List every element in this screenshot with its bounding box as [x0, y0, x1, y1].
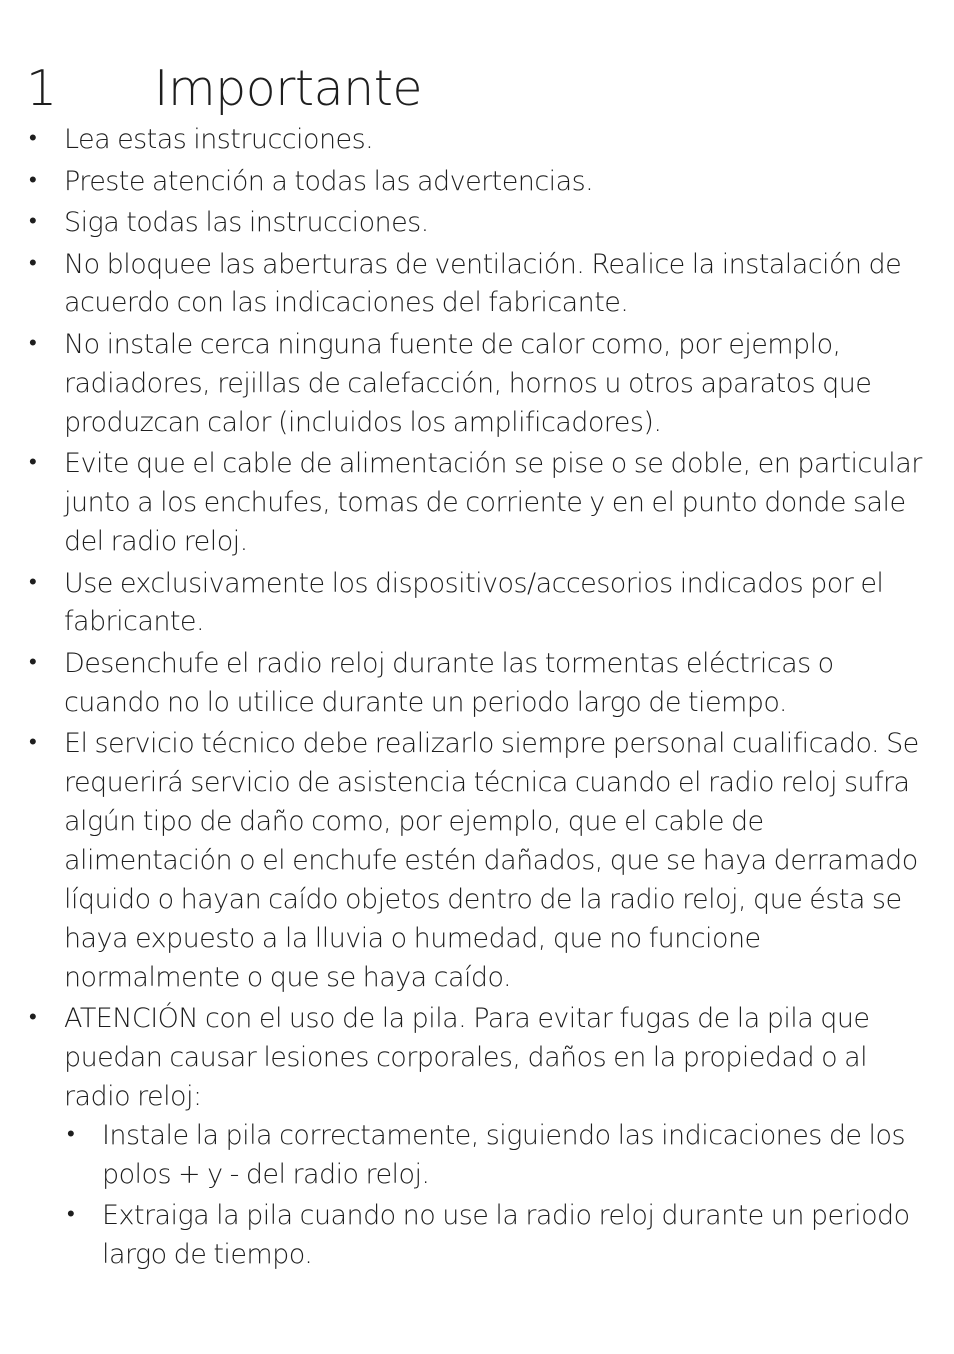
bullet-icon: •: [67, 1122, 75, 1147]
list-item: [26, 163, 926, 202]
list-item: [26, 121, 926, 160]
list-item: [26, 645, 926, 723]
section-title: Importante: [154, 60, 423, 118]
bullet-icon: •: [29, 167, 37, 193]
sublist-item: [64, 1197, 926, 1275]
section-number: 1: [26, 60, 57, 118]
battery-sublist: [64, 1117, 926, 1275]
list-item: [26, 445, 926, 562]
list-item: [26, 725, 926, 997]
sublist-item-text: Extraiga la pila cuando no use la radio reloj durante un periodo largo de tiempo.: [102, 1200, 910, 1271]
list-item-text: No bloquee las aberturas de ventilación. Realice la instalación de acuerdo con las indicaciones del fabricante.: [64, 248, 902, 319]
list-item: [26, 204, 926, 243]
list-item-text: No instale cerca ninguna fuente de calor como, por ejemplo, radiadores, rejillas de calefacción, hornos u otros aparatos que produzcan calor (incluidos los amplificadores).: [64, 328, 872, 438]
bullet-icon: •: [29, 450, 37, 476]
bullet-icon: •: [29, 126, 37, 151]
list-item-text: El servicio técnico debe realizarlo siempre personal cualificado. Se requerirá servicio de asistencia técnica cuando el radio reloj sufra algún tipo de daño como, por ejemplo, que el cable de alimentación o el enchufe estén dañados, que se haya derramado líquido o hayan caído objetos dentro de la radio reloj, que ésta se haya expuesto a la lluvia o humedad, que no funcione normalmente o que se haya caído.: [64, 728, 919, 993]
list-item: [26, 246, 926, 324]
bullet-icon: •: [29, 1005, 37, 1031]
list-item-text: Siga todas las instrucciones.: [64, 207, 429, 238]
list-item-text: Evite que el cable de alimentación se pise o se doble, en particular junto a los enchufes, tomas de corriente y en el punto donde sale del radio reloj.: [64, 448, 922, 558]
bullet-icon: •: [29, 330, 37, 356]
list-item-text: Lea estas instrucciones.: [64, 124, 374, 155]
list-item: [26, 565, 926, 643]
bullet-icon: •: [29, 569, 37, 595]
list-item: [26, 1000, 926, 1275]
bullet-icon: •: [29, 209, 37, 234]
list-item-text: Preste atención a todas las advertencias.: [64, 165, 594, 197]
bullet-icon: •: [67, 1202, 75, 1228]
instructions-list: [26, 121, 926, 1278]
list-item-text: Use exclusivamente los dispositivos/accesorios indicados por el fabricante.: [64, 567, 884, 638]
list-item-text: ATENCIÓN con el uso de la pila. Para evitar fugas de la pila que puedan causar lesiones corporales, daños en la propiedad o al radio reloj:: [64, 1003, 870, 1113]
sublist-item-text: Instale la pila correctamente, siguiendo las indicaciones de los polos + y - del radio reloj.: [102, 1120, 905, 1190]
section-heading: [26, 57, 422, 121]
sublist-item: [64, 1117, 926, 1195]
bullet-icon: •: [29, 730, 37, 756]
list-item: [26, 326, 926, 443]
list-item-text: Desenchufe el radio reloj durante las tormentas eléctricas o cuando no lo utilice durante un periodo largo de tiempo.: [64, 647, 834, 718]
bullet-icon: •: [29, 649, 37, 675]
bullet-icon: •: [29, 250, 37, 276]
